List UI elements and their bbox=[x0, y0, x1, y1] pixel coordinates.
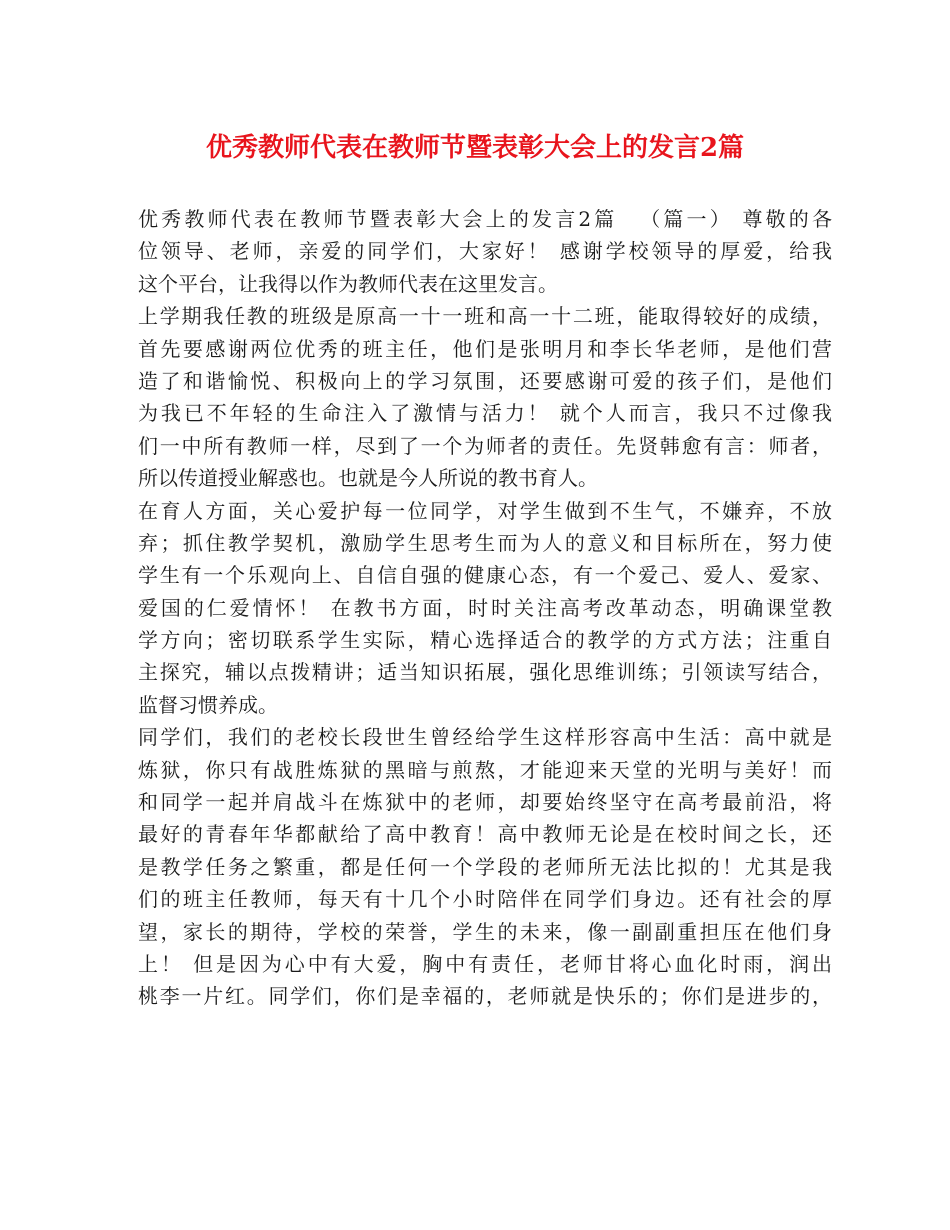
body-line: 学方向；密切联系学生实际，精心选择适合的教学的方式方法；注重自 bbox=[138, 628, 832, 653]
body-line: 在育人方面，关心爱护每一位同学，对学生做到不生气，不嫌弃，不放 bbox=[138, 498, 832, 523]
document-title: 优秀教师代表在教师节暨表彰大会上的发言2篇 bbox=[205, 133, 745, 163]
body-line: 学生有一个乐观向上、自信自强的健康心态，有一个爱己、爱人、爱家、 bbox=[138, 563, 832, 588]
body-line: 炼狱，你只有战胜炼狱的黑暗与煎熬，才能迎来天堂的光明与美好！而 bbox=[138, 757, 832, 782]
document-body bbox=[138, 203, 832, 1013]
body-line: 主探究，辅以点拨精讲；适当知识拓展，强化思维训练；引领读写结合， bbox=[138, 660, 832, 685]
body-line: 爱国的仁爱情怀！ 在教书方面，时时关注高考改革动态，明确课堂教 bbox=[138, 595, 832, 620]
body-line: 这个平台，让我得以作为教师代表在这里发言。 bbox=[138, 271, 558, 296]
body-line: 为我已不年轻的生命注入了激情与活力！ 就个人而言，我只不过像我 bbox=[138, 401, 832, 426]
body-line: 是教学任务之繁重，都是任何一个学段的老师所无法比拟的！尤其是我 bbox=[138, 854, 832, 879]
body-line: 最好的青春年华都献给了高中教育！高中教师无论是在校时间之长，还 bbox=[138, 822, 832, 847]
body-line: 所以传道授业解惑也。也就是今人所说的教书育人。 bbox=[138, 466, 598, 491]
body-line: 们的班主任教师，每天有十几个小时陪伴在同学们身边。还有社会的厚 bbox=[138, 887, 832, 912]
body-line: 同学们，我们的老校长段世生曾经给学生这样形容高中生活：高中就是 bbox=[138, 725, 832, 750]
body-line: 上学期我任教的班级是原高一十一班和高一十二班，能取得较好的成绩， bbox=[138, 304, 832, 329]
body-line: 和同学一起并肩战斗在炼狱中的老师，却要始终坚守在高考最前沿，将 bbox=[138, 790, 832, 815]
body-line: 造了和谐愉悦、积极向上的学习氛围，还要感谢可爱的孩子们，是他们 bbox=[138, 368, 832, 393]
body-line: 望，家长的期待，学校的荣誉，学生的未来，像一副副重担压在他们身 bbox=[138, 919, 832, 944]
body-line: 们一中所有教师一样，尽到了一个为师者的责任。先贤韩愈有言：师者， bbox=[138, 433, 832, 458]
body-line: 上！ 但是因为心中有大爱，胸中有责任，老师甘将心血化时雨，润出 bbox=[138, 951, 832, 976]
body-line: 首先要感谢两位优秀的班主任，他们是张明月和李长华老师，是他们营 bbox=[138, 336, 832, 361]
body-line: 监督习惯养成。 bbox=[138, 692, 278, 717]
body-line: 位领导、老师，亲爱的同学们，大家好！ 感谢学校领导的厚爱，给我 bbox=[138, 239, 832, 264]
body-line: 桃李一片红。同学们，你们是幸福的，老师就是快乐的；你们是进步的， bbox=[138, 984, 832, 1009]
body-line: 优秀教师代表在教师节暨表彰大会上的发言2篇 （篇一） 尊敬的各 bbox=[138, 207, 832, 231]
body-line: 弃；抓住教学契机，激励学生思考生而为人的意义和目标所在，努力使 bbox=[138, 530, 832, 555]
